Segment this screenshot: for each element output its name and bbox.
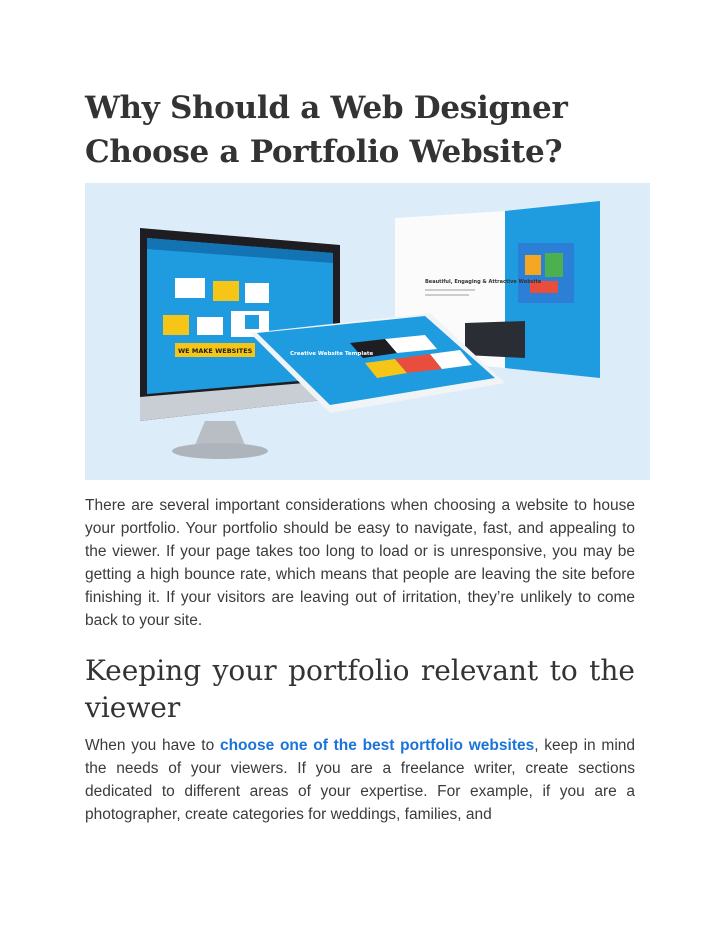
center-card-heading: Creative Website Template [290,351,374,357]
screen-card-icon [197,317,223,335]
best-portfolio-websites-link[interactable]: choose one of the best portfolio websites [219,737,535,754]
screen-card-icon [213,281,239,301]
monitor-stand-base [172,443,268,459]
portfolio-illustration [85,183,650,480]
page-title: Why Should a Web Designer Choose a Portfolio Website? [85,90,568,170]
right-card-dark-box [465,321,525,358]
screen-card-icon [175,278,205,298]
section-paragraph [85,734,635,826]
hero-image [85,183,650,480]
paragraph-text-before-link: When you have to [85,737,220,754]
screen-card-icon [163,315,189,335]
paragraph-text-after-link: , keep in mind the needs of your viewers. If you are a freelance writer, create sections dedicated to different areas of your expertise. For example, if you are a photographer, create categories for weddings, families, and [85,737,636,823]
right-card-heading: Beautiful, Engaging & Attractive Website [425,279,542,285]
intro-paragraph: There are several important considerations when choosing a website to house your portfolio. Your portfolio should be easy to navigate, fast, and appealing to the viewer. If your page takes too long to load or is unresponsive, you may be getting a high bounce rate, which means that people are leaving the site before finishing it. If your visitors are leaving out of irritation, they’re unlikely to come back to your site. [85,497,635,629]
monitor-banner-text: WE MAKE WEBSITES [178,347,253,355]
screen-card-icon [245,283,269,303]
section-heading: Keeping your portfolio relevant to the viewer [85,654,635,724]
monitor-stand-neck [195,421,245,445]
